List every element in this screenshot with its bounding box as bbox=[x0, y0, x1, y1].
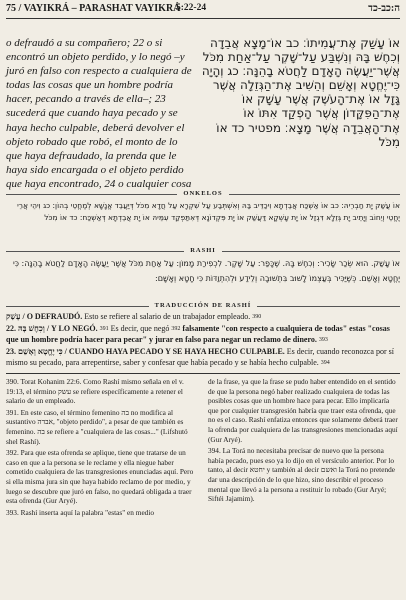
onkelos-heading: ONKELOS bbox=[6, 190, 400, 197]
traduccion-heading: TRADUCCIÓN DE RASHÍ bbox=[6, 302, 400, 309]
notes-rule bbox=[6, 373, 400, 374]
footnotes-right-column bbox=[208, 377, 400, 506]
header-center: 5:22-24 bbox=[176, 3, 207, 13]
footnotes-left-column bbox=[6, 377, 198, 519]
header-left: 75 / VAYIKRÁ – PARASHAT VAYIKRÁ bbox=[6, 3, 181, 14]
rashi-hebrew-text: אוֹ עָשַׁק. הוּא שְׂכַר שָׂכִיר: וְכִחֶשׁ בָּהּ. שֶׁכָּפַר: עַל שָׁקֶר. לִכְפִירַת מָמוֹן: עַל אַחַת מִכֹּל אֲשֶׁר יַעֲשֶׂה הָאָדָם לַחֲטֹא בָהֵנָּה: כִּי יֶחֱטָא וְאָשֵׁם. כְּשֶׁיַּכִּיר בְּעַצְמוֹ לָשׁוּב בִּתְשׁוּבָה וְלֵידַע וּלְהִתְוַדּוֹת כִּי חָטָא וְאָשָׁם: bbox=[12, 259, 400, 284]
header-right: ה:כב-כד bbox=[368, 3, 400, 14]
traduccion-entry-2: 22. וְכִחֶשׁ בָּהּ / Y LO NEGÓ. $^{391}$ Es decir, que negó $^{392}$ falsamente "con respecto a cualquiera de todas" estas "cosas que un hombre podría hacer para pecar" y jurar en falso para negar un reclamo de dinero. $^{393}$ bbox=[6, 324, 390, 344]
spanish-translation: o defraudó a su compañero; 22 o si encontró un objeto perdido, y lo negó –y juró en falso con respecto a cualquiera de todas las cosas que un hombre podría hacer, pecando a través de ella–; 23 sucederá que cuando haya pecado y se haya hecho culpable, deberá devolver el objeto robado que robó, el monto de lo que haya defraudado, la prenda que le haya sido encargada o el objeto perdido que haya encontrado, 24 o cualquier cosa bbox=[6, 37, 192, 190]
footnote-393-start: 393. Rashí inserta aquí la palabra "estas" en medio bbox=[6, 507, 155, 517]
rashi-heading: RASHI bbox=[6, 247, 400, 254]
footnote-394: 394. La Torá no necesitaba precisar de nuevo que la persona había pecado, pues eso ya lo dijo en el versículo anterior. Por lo tanto, al decir יחטא y también al decir ואשם la Torá no pretende dar una descripción de lo que hizo, sino describir el proceso mental que llevó a la persona a restituir lo robado (Gur Aryé; Siftéi Jajamim). bbox=[208, 446, 395, 504]
footnote-393-cont: de la frase, ya que la frase se pudo haber entendido en el sentido de que la persona negó haber realizado cualquiera de todas las posibles cosas que un hombre hace para pecar. Ello implicaría que por cualquier transgresión habría que traer esta ofrenda, que no es el caso. Rashí enfatiza entonces que solamente deberá traer la ofrenda por cualquiera de las transgresiones mencionadas aquí (Gur Aryé). bbox=[208, 377, 398, 444]
footnote-391: 391. En este caso, el término femenino בה no modifica al sustantivo אבדה, "objeto perdido", a pesar de que también es femenino. בה se refiere a "cualquiera de las cosas..." (Lifshutó shel Rashí). bbox=[6, 407, 188, 446]
traduccion-entry-3: 23. כִּי יֶחֱטָא וְאָשֵׁם / CUANDO HAYA PECADO Y SE HAYA HECHO CULPABLE. Es decir, cuando reconozca por sí mismo su pecado, para arrepentirse, saber y confesar que había pecado y se había hecho culpable. $^{394}$ bbox=[6, 347, 394, 367]
traduccion-entry-1: עָשַׁק / O DEFRAUDÓ. Esto se refiere al salario de un trabajador empleado. $^{390}$ bbox=[6, 312, 262, 321]
footnote-392: 392. Para que esta ofrenda se aplique, tiene que tratarse de un caso en que a la persona se le reclame y ella niegue haber cometido cualquiera de las transgresiones enunciadas aquí. Pero si ella misma jura sin que haya habido reclamo de por medio, y luego se descubre que juró en falso, no quedará obligada a traer esta ofrenda (Gur Aryé). bbox=[6, 448, 194, 506]
footnote-390: 390. Torat Kohanim 22:6. Como Rashí mismo señala en el v. 19:13, el término עשק se refiere específicamente a retener el salario de un empleado. bbox=[6, 377, 184, 406]
main-text bbox=[6, 36, 400, 190]
header-rule bbox=[6, 18, 400, 19]
onkelos-text: אוֹ עֲשַׁק יָת חַבְרֵיהּ: כב אוֹ אַשְׁכַּח אֲבֵדְתָא וִיכַדֵּיב בַּהּ וְאִשְׁתְּבַע עַל שִׁקְרָא עַל חֲדָא מִכֹּל דְּיַעֲבֵד אֱנָשָׁא לְמֶחֱטֵי בְהוֹן: כג וִיהֵי אֲרֵי יֶחֱטֵי וְיֵחוֹב וְיָתֵיב יָת גְּזֵלָא דִּגְזַל אוֹ יָת עָשְׁקָא דַּעֲשַׁק אוֹ יָת פִּקְדוֹנָא דְּאִתַּפְקַד עִמֵּיהּ אוֹ יָת אֲבֵדְתָא דְּאַשְׁכַּח: כד אוֹ מִכֹּל bbox=[17, 201, 400, 222]
running-header bbox=[6, 3, 400, 17]
hebrew-verse: אוֹ עָשַׁק אֶת־עֲמִיתוֹ׃ כב אוֹ־מָצָא אֲבֵדָה וְכִחֶשׁ בָּהּ וְנִשְׁבַּע עַל־שָׁקֶר עַל־אַחַת מִכֹּל אֲשֶׁר־יַעֲשֶׂה הָאָדָם לַחֲטֹא בָהֵנָּה׃ כג וְהָיָה כִּי־יֶחֱטָא וְאָשֵׁם וְהֵשִׁיב אֶת־הַגְּזֵלָה אֲשֶׁר גָּזָל אוֹ אֶת־הָעֹשֶׁק אֲשֶׁר עָשָׁק אוֹ אֶת־הַפִּקָּדוֹן אֲשֶׁר הָפְקַד אִתּוֹ אוֹ אֶת־הָאֲבֵדָה אֲשֶׁר מָצָא׃ מפטיר כד אוֹ מִכֹּל bbox=[201, 36, 400, 149]
